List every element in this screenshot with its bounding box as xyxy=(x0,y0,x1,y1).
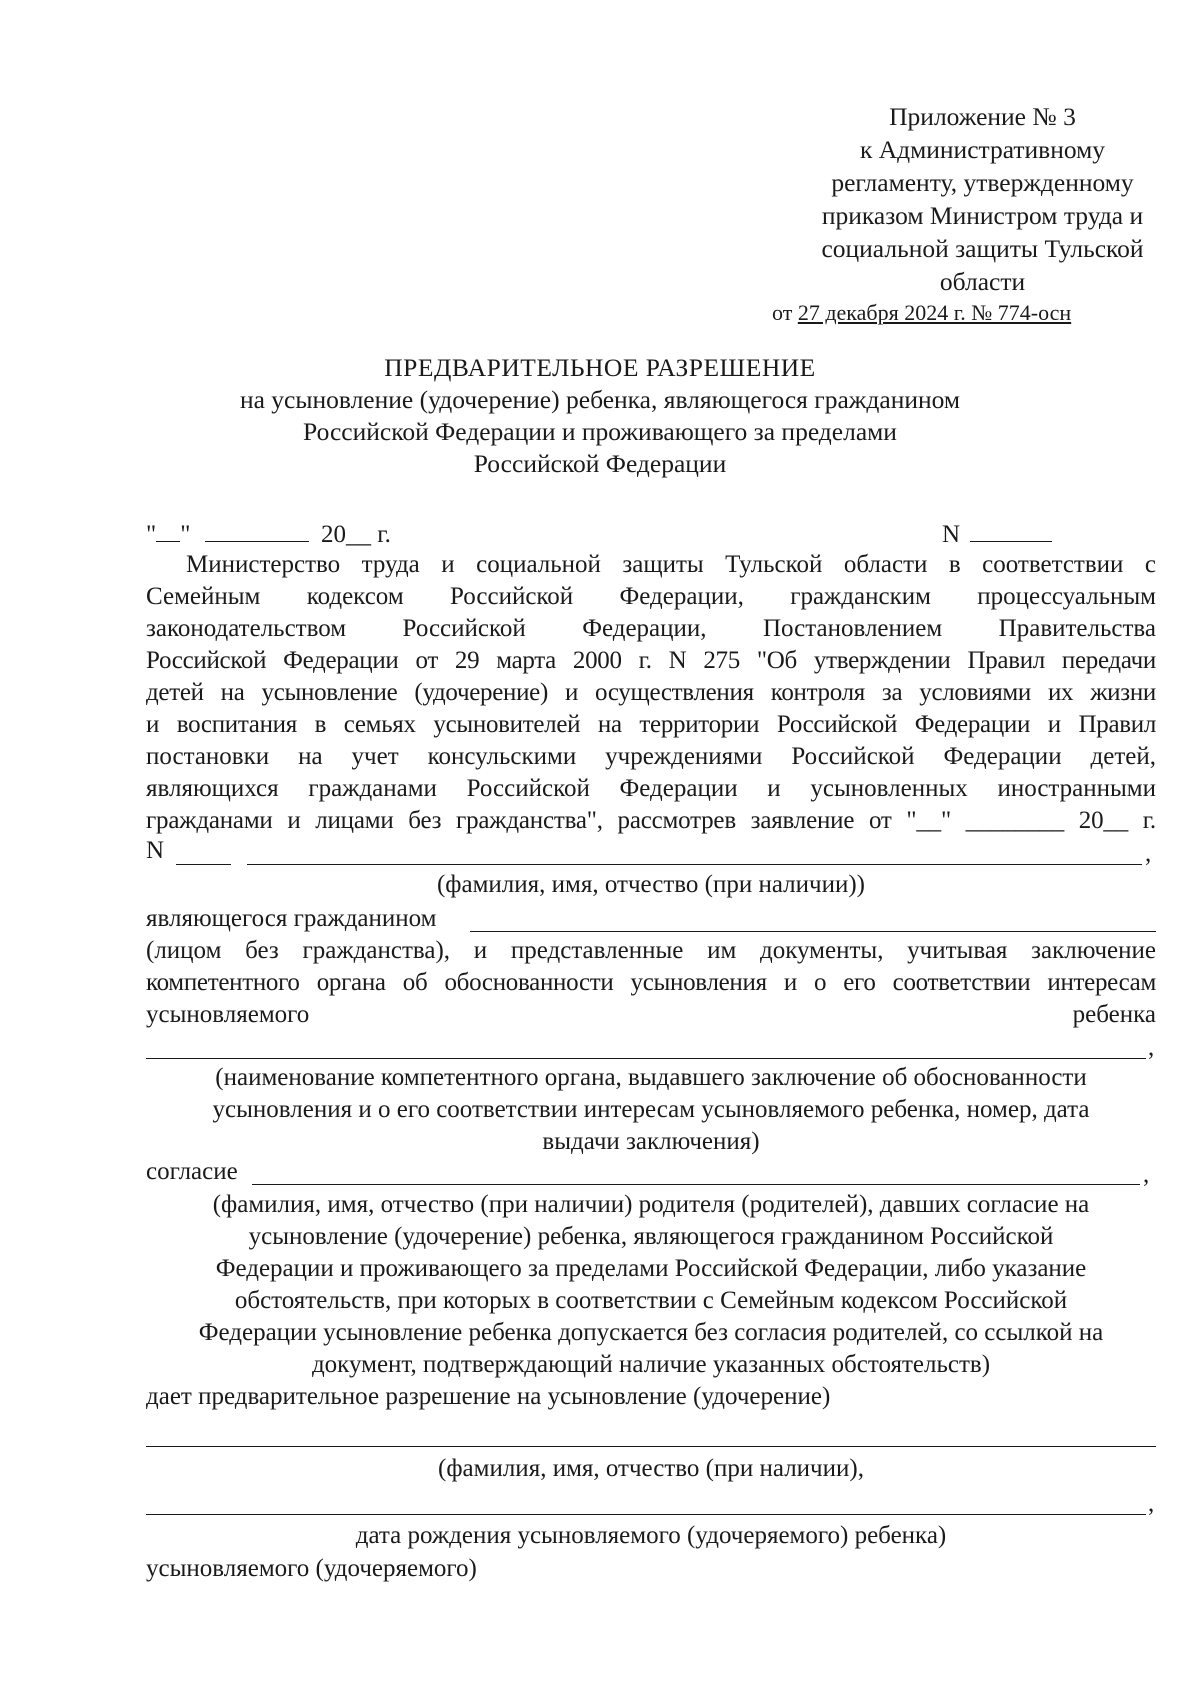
consent-blank[interactable] xyxy=(252,1184,1140,1185)
caption-parents-line: обстоятельств, при которых в соответствии с Семейным кодексом Российской xyxy=(234,1287,1068,1314)
child-name-blank[interactable] xyxy=(146,1446,1156,1447)
applicant-number-row xyxy=(146,835,164,867)
paragraph-line: законодательством Российской Федерации, Постановлением Правительства xyxy=(146,615,1156,642)
applicant-number-blank[interactable] xyxy=(176,864,231,865)
paragraph-line xyxy=(146,999,1156,1031)
order-reference xyxy=(772,299,1071,327)
order-number: 27 декабря 2024 г. № 774-осн xyxy=(797,300,1072,325)
applicant-name-blank[interactable] xyxy=(247,864,1142,865)
paragraph-line: детей на усыновление (удочерение) и осуществления контроля за условиями их жизни xyxy=(146,679,1156,706)
header-line: регламенту, утвержденному xyxy=(831,168,1134,197)
day-blank[interactable] xyxy=(156,521,180,542)
child-dob-blank[interactable] xyxy=(146,1514,1146,1515)
p2-left-word: усыновляемого xyxy=(146,1001,310,1028)
caption-parents-line: Федерации и проживающего за пределами Российской Федерации, либо указание xyxy=(215,1255,1087,1282)
applicant-n-label: N xyxy=(146,837,165,864)
paragraph-line: Министерство труда и социальной защиты Тульской области в соответствии с xyxy=(186,551,1156,578)
citizen-label: являющегося гражданином xyxy=(146,905,437,932)
p2-right-word: ребенка xyxy=(1072,1001,1156,1028)
year-text: 20__ г. xyxy=(320,521,391,548)
consent-label: согласие xyxy=(146,1158,238,1185)
last-line: усыновляемого (удочеряемого) xyxy=(146,1555,477,1582)
citizenship-blank[interactable] xyxy=(470,931,1156,932)
document-title xyxy=(0,352,1200,480)
caption-fio: (фамилия, имя, отчество (при наличии)) xyxy=(436,871,866,898)
month-blank[interactable] xyxy=(205,521,309,542)
comma: , xyxy=(1148,1490,1155,1517)
comma: , xyxy=(1148,1034,1155,1061)
caption-parents-line: усыновление (удочерение) ребенка, являющегося гражданином Российской xyxy=(248,1223,1054,1250)
comma: , xyxy=(1143,1161,1150,1188)
caption-organ-line: усыновления и о его соответствии интересам усыновляемого ребенка, номер, дата xyxy=(212,1096,1090,1123)
title-sub-line: Российской Федерации xyxy=(473,449,727,478)
header-line: области xyxy=(939,267,1026,296)
paragraph-line: постановки на учет консульскими учреждениями Российской Федерации детей, xyxy=(146,743,1156,770)
caption-parents-line: (фамилия, имя, отчество (при наличии) родителя (родителей), давших согласие на xyxy=(212,1191,1090,1218)
quote-close: " xyxy=(180,521,191,548)
paragraph-line: (лицом без гражданства), и представленные им документы, учитывая заключение xyxy=(146,937,1156,964)
paragraph-line: Российской Федерации от 29 марта 2000 г. N 275 "Об утверждении Правил передачи xyxy=(146,647,1156,674)
order-prefix: от xyxy=(772,300,798,325)
number-label: N xyxy=(942,521,961,548)
paragraph-line: Семейным кодексом Российской Федерации, гражданским процессуальным xyxy=(146,583,1156,610)
date-row xyxy=(146,519,391,551)
competent-organ-blank[interactable] xyxy=(146,1058,1146,1059)
number-blank[interactable] xyxy=(970,521,1052,542)
quote-open: " xyxy=(146,521,157,548)
header-line: приказом Министром труда и xyxy=(821,201,1144,230)
caption-child-fio: (фамилия, имя, отчество (при наличии), xyxy=(438,1455,864,1482)
comma: , xyxy=(1145,840,1152,867)
caption-parents-line: документ, подтверждающий наличие указанных обстоятельств) xyxy=(311,1351,991,1378)
header-line: к Административному xyxy=(859,135,1106,164)
paragraph-line: являющихся гражданами Российской Федерации и усыновленных иностранными xyxy=(146,775,1156,802)
caption-organ-line: (наименование компетентного органа, выдавшего заключение об обоснованности xyxy=(215,1064,1087,1091)
caption-child-dob: дата рождения усыновляемого (удочеряемого) ребенка) xyxy=(355,1522,947,1549)
title-main: ПРЕДВАРИТЕЛЬНОЕ РАЗРЕШЕНИЕ xyxy=(384,353,816,382)
header-line: социальной защиты Тульской xyxy=(821,234,1144,263)
title-sub-line: на усыновление (удочерение) ребенка, являющегося гражданином xyxy=(239,385,961,414)
title-sub-line: Российской Федерации и проживающего за пределами xyxy=(303,417,897,446)
paragraph-line: и воспитания в семьях усыновителей на территории Российской Федерации и Правил xyxy=(146,711,1156,738)
appendix-header xyxy=(790,100,1175,298)
grant-line: дает предварительное разрешение на усыновление (удочерение) xyxy=(146,1383,831,1410)
paragraph-line: компетентного органа об обоснованности усыновления и о его соответствии интересам xyxy=(146,969,1156,996)
number-field xyxy=(942,519,1052,551)
paragraph-line: гражданами и лицами без гражданства", рассмотрев заявление от "__" ________ 20__ г. xyxy=(146,807,1156,834)
caption-parents-line: Федерации усыновление ребенка допускается без согласия родителей, со ссылкой на xyxy=(198,1319,1104,1346)
header-line: Приложение № 3 xyxy=(889,102,1076,131)
caption-organ-line: выдачи заключения) xyxy=(542,1128,760,1155)
